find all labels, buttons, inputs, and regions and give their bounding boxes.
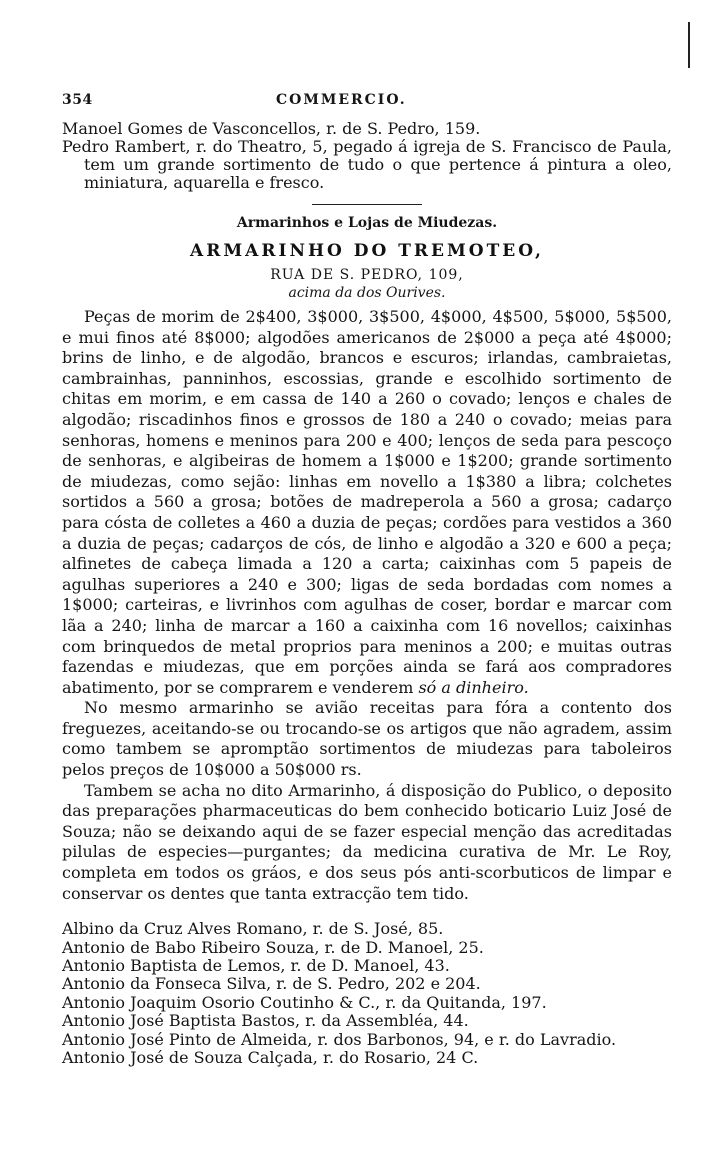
list-item: Antonio Baptista de Lemos, r. de D. Manoel, 43. [62,956,450,976]
paragraph-goods-emphasis: só a dinheiro. [418,677,529,697]
list-item: Antonio da Fonseca Silva, r. de S. Pedro, 202 e 204. [62,974,481,994]
running-title: COMMERCIO. [276,92,407,108]
shop-address: RUA DE S. PEDRO, 109, [270,267,464,283]
shop-subaddress: acima da dos Ourives. [288,285,446,301]
section-heading: Armarinhos e Lojas de Miudezas. [236,215,498,231]
page-header [62,92,672,120]
paragraph-goods-text: Peças de morim de 2$400, 3$000, 3$500, 4$000, 4$500, 5$000, 5$500, e mui finos até 8$000; algodões americanos de 2$000 a peça até 4$000; brins de linho, e de algodão, brancos e escuros; irlandas, cambraietas, cambrainhas, panninhos, escossias, grande e escolhido sortimento de chitas em morim, e em cassa de 140 a 260 o covado; lenços e chales de algodão; riscadinhos finos e grossos de 180 a 240 o covado; meias para senhoras, homens e meninos para 200 e 400; lenços de seda para pescoço de senhoras, e algibeiras de homem a 1$000 e 1$200; grande sortimento de miudezas, como sejão: linhas em novello a 1$380 a libra; colchetes sortidos a 560 a grosa; botões de madreperola a 560 a grosa; cadarço para cósta de colletes a 460 a duzia de peças; cordões para vestidos a 360 a duzia de peças; cadarços de cós, de linho e algodão a 320 e 600 a peça; alfinetes de cabeça limada a 120 a carta; caixinhas com 5 papeis de agulhas superiores a 240 e 300; ligas de seda bordadas com nomes a 1$000; carteiras, e livrinhos com agulhas de coser, bordar e marcar com lãa a 240; linha de marcar a 160 a caixinha com 16 novellos; caixinhas com brinquedos de metal proprios para meninos a 200; e muitas outras fazendas e miudezas, que em porções ainda se fará aos compradores abatimento, por se comprarem e venderem [62,307,672,697]
spacer [62,904,672,920]
paragraph-orders: No mesmo armarinho se avião receitas para fóra a contento dos freguezes, aceitando-se ou trocando-se os artigos que não agradem, assim como tambem se apromptão sortimentos de miudezas para taboleiros pelos preços de 10$000 a 50$000 rs. [62,698,672,780]
paragraph-pharmacy: Tambem se acha no dito Armarinho, á disposição do Publico, o deposito das preparações pharmaceuticas do bem conhecido boticario Luiz José de Souza; não se deixando aqui de se fazer especial menção das acreditadas pilulas de especies—purgantes; da medicina curativa de Mr. Le Roy, completa em todos os gráos, e dos seus pós anti-scorbuticos de limpar e conservar os dentes que tanta extracção tem tido. [62,780,672,903]
paragraph-goods-list [62,307,672,698]
list-item: Antonio José Baptista Bastos, r. da Assembléa, 44. [62,1011,469,1031]
margin-bar-mark [688,22,690,68]
list-item: Antonio José de Souza Calçada, r. do Rosario, 24 C. [62,1048,479,1068]
entry-manoel-gomes: Manoel Gomes de Vasconcellos, r. de S. Pedro, 159. [62,119,481,138]
section-divider [312,204,422,205]
list-item: Antonio José Pinto de Almeida, r. dos Barbonos, 94, e r. do Lavradio. [62,1029,617,1049]
shop-name: ARMARINHO DO TREMOTEO, [190,241,544,261]
list-item: Antonio Joaquim Osorio Coutinho & C., r. da Quitanda, 197. [62,992,547,1012]
list-item: Albino da Cruz Alves Romano, r. de S. José, 85. [62,919,444,939]
document-page [62,92,672,1067]
list-item: Antonio de Babo Ribeiro Souza, r. de D. Manoel, 25. [62,937,484,957]
page-number: 354 [62,92,93,108]
entry-pedro-rambert: Pedro Rambert, r. do Theatro, 5, pegado á igreja de S. Francisco de Paula, tem um grande sortimento de tudo o que pertence á pintura a oleo, miniatura, aquarella e fresco. [62,137,672,192]
merchant-list [62,920,672,1067]
